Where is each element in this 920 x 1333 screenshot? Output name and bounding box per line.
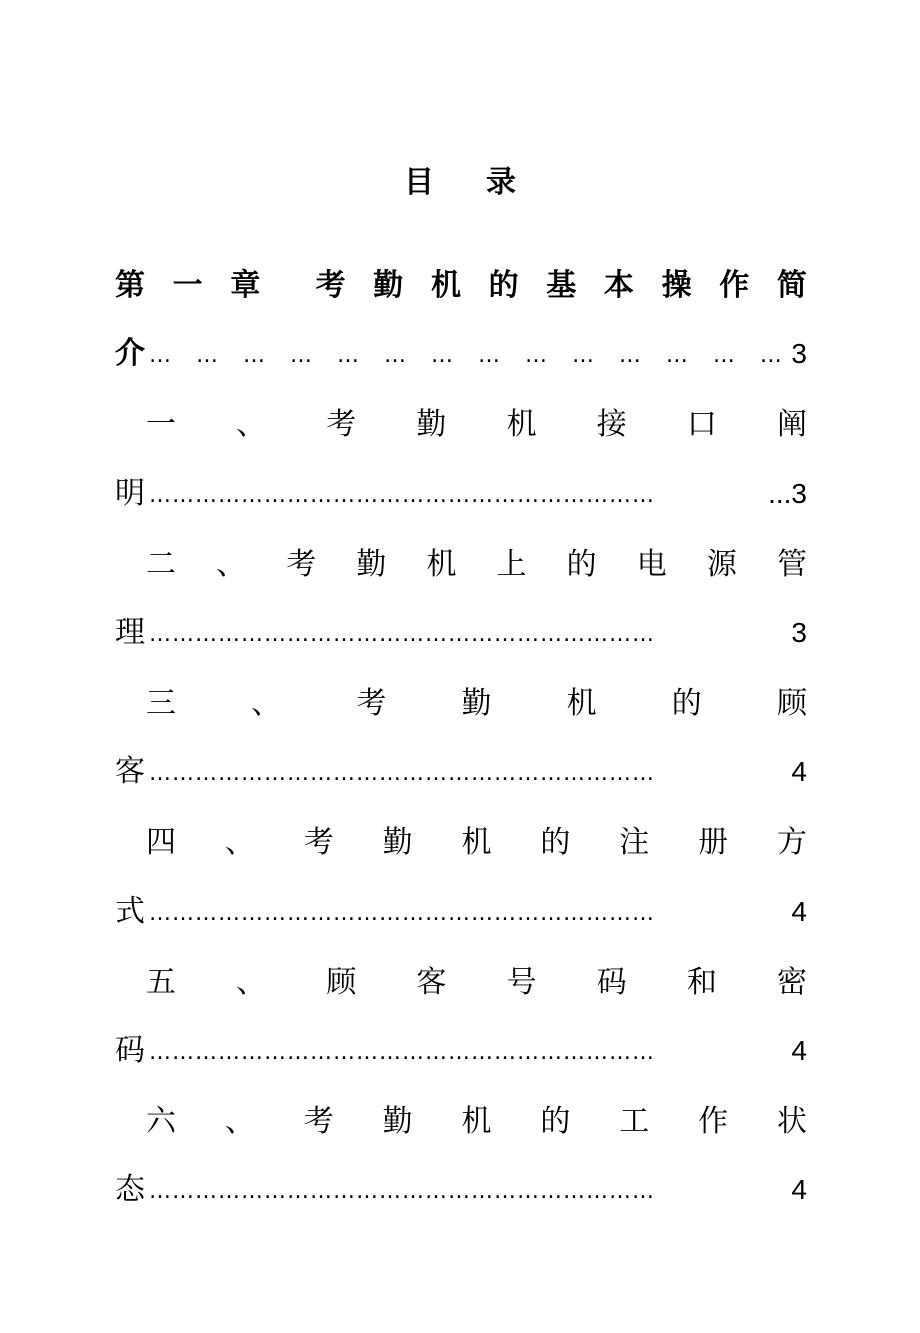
page-number: 4: [791, 1174, 807, 1205]
heading-char: 操: [661, 268, 692, 303]
heading-char: 六: [146, 1104, 176, 1139]
heading-char: 方: [777, 825, 807, 860]
page-number: 3: [791, 617, 807, 648]
heading-last-word: 态: [115, 1172, 145, 1207]
toc-entry-leader: [115, 330, 807, 378]
heading-char: 考: [356, 686, 387, 721]
toc-entry-leader: [115, 888, 807, 936]
heading-char: 顾: [326, 965, 357, 1000]
page-number: 3: [791, 338, 807, 369]
heading-char: 工: [619, 1104, 650, 1139]
heading-char: 、: [216, 547, 247, 582]
heading-char: 勤: [382, 825, 413, 860]
heading-char: 机: [430, 268, 461, 303]
heading-char: 、: [251, 686, 282, 721]
heading-char: 号: [506, 965, 537, 1000]
heading-char: 勤: [461, 686, 492, 721]
heading-char: 码: [596, 965, 627, 1000]
heading-char: 阐: [776, 407, 807, 442]
heading-char: 本: [603, 268, 634, 303]
title-char: 目: [404, 165, 434, 200]
heading-char: 三: [146, 686, 176, 721]
heading-char: 机: [461, 1104, 492, 1139]
dot-leader: …………………………………………………………: [149, 483, 655, 508]
toc-entry-heading: [146, 1098, 807, 1146]
heading-char: 二: [146, 547, 176, 582]
heading-char: 考: [303, 1104, 334, 1139]
heading-char: 客: [416, 965, 447, 1000]
heading-char: 一: [146, 407, 176, 442]
heading-char: 章: [230, 268, 261, 303]
dot-leader: …………………………………………………………: [149, 622, 655, 647]
heading-last-word: 理: [115, 615, 145, 650]
toc-entry-leader: [115, 470, 807, 518]
toc-entry-heading: [115, 262, 807, 310]
heading-char: 第: [115, 268, 145, 303]
heading-char: 管: [776, 547, 807, 582]
heading-char: 顾: [776, 686, 807, 721]
heading-char: 的: [566, 547, 597, 582]
toc-entry-heading: [146, 680, 807, 728]
heading-char: 状: [777, 1104, 807, 1139]
toc-entry-heading: [146, 959, 807, 1007]
heading-char: 口: [686, 407, 717, 442]
heading-last-word: 式: [115, 894, 145, 929]
toc-entry-heading: [146, 819, 807, 867]
heading-char: 机: [426, 547, 457, 582]
heading-char: 册: [698, 825, 729, 860]
toc-entry-leader: [115, 609, 807, 657]
dot-leader: … … … … … … … … … … … … … …: [149, 343, 791, 368]
heading-char: 基: [546, 268, 577, 303]
heading-char: 、: [236, 407, 267, 442]
heading-last-word: 介: [115, 336, 145, 371]
dot-leader: …………………………………………………………: [149, 1179, 655, 1204]
heading-char: 上: [496, 547, 527, 582]
heading-char: 考: [286, 547, 317, 582]
heading-char: 的: [540, 1104, 571, 1139]
heading-char: 密: [776, 965, 807, 1000]
heading-char: 和: [686, 965, 717, 1000]
title-char: 录: [486, 165, 516, 200]
dot-leader: …………………………………………………………: [149, 901, 655, 926]
heading-char: 注: [619, 825, 650, 860]
heading-char: 简: [776, 268, 807, 303]
heading-char: 勤: [382, 1104, 413, 1139]
toc-entry-leader: [115, 748, 807, 796]
heading-char: 、: [224, 1104, 255, 1139]
page-number: ...3: [768, 478, 807, 509]
heading-char: 机: [506, 407, 537, 442]
toc-entry-heading: [146, 401, 807, 449]
heading-char: 作: [719, 268, 750, 303]
heading-char: 的: [671, 686, 702, 721]
heading-last-word: 明: [115, 476, 145, 511]
heading-char: 勤: [373, 268, 404, 303]
dot-leader: …………………………………………………………: [149, 761, 655, 786]
page-number: 4: [791, 896, 807, 927]
heading-last-word: 码: [115, 1033, 145, 1068]
heading-char: 考: [303, 825, 334, 860]
heading-char: 勤: [356, 547, 387, 582]
heading-char: 源: [706, 547, 737, 582]
page-title: [0, 158, 920, 208]
toc-entry-heading: [146, 541, 807, 589]
heading-char: 考: [315, 268, 346, 303]
heading-char: 勤: [416, 407, 447, 442]
heading-char: 四: [146, 825, 176, 860]
heading-char: 的: [488, 268, 519, 303]
heading-char: 电: [636, 547, 667, 582]
toc-entry-leader: [115, 1166, 807, 1214]
heading-char: 机: [566, 686, 597, 721]
heading-char: 、: [224, 825, 255, 860]
heading-char: 、: [236, 965, 267, 1000]
heading-char: 一: [172, 268, 203, 303]
page-number: 4: [791, 1035, 807, 1066]
dot-leader: …………………………………………………………: [149, 1040, 655, 1065]
heading-char: 机: [461, 825, 492, 860]
heading-char: 的: [540, 825, 571, 860]
heading-char: 考: [326, 407, 357, 442]
heading-char: 作: [698, 1104, 729, 1139]
heading-char: 接: [596, 407, 627, 442]
toc-entry-leader: [115, 1027, 807, 1075]
heading-char: 五: [146, 965, 176, 1000]
heading-last-word: 客: [115, 754, 145, 789]
page-number: 4: [791, 756, 807, 787]
